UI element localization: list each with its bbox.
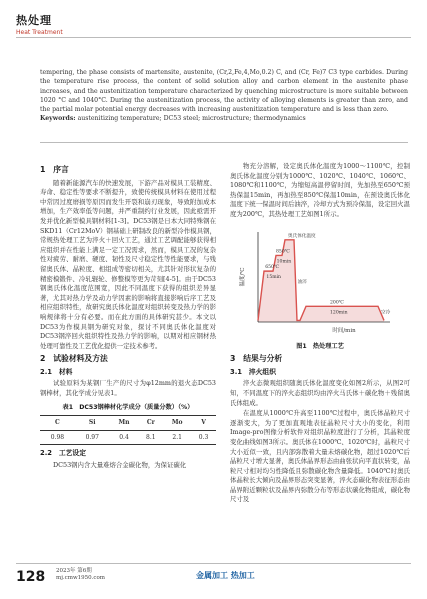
chart-annotation: 650℃ — [265, 264, 280, 270]
heat-treatment-chart — [238, 224, 398, 338]
subsection-2-1-title: 2.1 材料 — [40, 367, 73, 376]
section-1-title: 1 序言 — [40, 165, 69, 174]
subsection-3-1-title: 3.1 淬火组织 — [230, 367, 277, 376]
intro-paragraph: 随着新能源汽车的快速发展，下游产品对模具工装精度、寿命、稳定性等要求不断提升，致使传统模具材料在使用过程中常因过度磨损等原因而发生开裂和崩刃现象，导致附加成本增加，生产效率低等问题，并严重制约行业发展，因此亟需开发并优化新型模具钢材料[1-3]。DC53钢是日本大同特殊钢在SKD11（Cr12MoV）钢基础上研制改良的新型冷作模具钢，常规热处理工艺为淬火＋回火工艺，通过工艺调配能够获得相应组织并在性能上满足一定工况需求，然而，模具工况的复杂性对疲劳、耐磨、硬度、韧性及尺寸稳定性等性能要求，与残留奥氏体、晶粒度、相组成等密切相关，尤其针对形状复杂的精密模锻件、冷轧辊轮、修整模等更为苛刻[4-5]。由于DC53钢奥氏体化温度范围宽，因此不同温度下获得的组织差异显著，尤其对热力学及动力学因素的影响将直接影响后序工艺及相应组织特性，故研究奥氏体化温度对组织转变及热力学的影响规律将十分有必要。而在此方面的具体研究甚少。本文以DC53为作模具钢为研究对象，探讨不同奥氏体化温度对DC53钢淬回火组织特性及热力学的影响，以期对相应钢材热处理可靠性及工艺优化提供一定技术参考。 — [40, 178, 216, 350]
issue-line-2: mj.cmw1950.com — [56, 575, 106, 581]
grain-size-paragraph: 在温度从1000℃升高至1100℃过程中，奥氏体晶粒尺寸逐渐变大，为了更加直观地表征晶粒尺寸大小的变化，利用Image-pro图像分析软件对组织晶粒度进行了分析，其晶粒度变化曲线如图3所示。奥氏体在1000℃、1020℃时，晶粒尺寸大小近似一致，且内部弥散着大量未熔碳化物，超过1020℃后晶粒尺寸增大显著，奥氏体晶界形态由曲张状向平直状转变，晶粒尺寸相对均匀性降低且弥散碳化物含量降低。1040℃时奥氏体晶粒长大倾向及晶界形态突变显著，淬火态碳化物表征形态由晶界附近颗粒状及晶界内弥散分布等形态状碳化物组成，碳化物尺寸及 — [230, 409, 410, 504]
table-1-caption: 表1 DC53钢棒材化学成分（质量分数）（%） — [62, 403, 194, 411]
figure-1-caption: 图1 热处理工艺 — [296, 342, 344, 350]
section-3-title: 3 结果与分析 — [230, 354, 283, 364]
chart-annotation: 200℃ — [330, 299, 344, 305]
chart-annotation: 120min — [330, 309, 348, 315]
chart-annotation: 奥氏体化温度 — [288, 233, 316, 239]
x-axis-label: 时间/min — [332, 327, 356, 334]
process-paragraph: DC53钢内含大量难熔合金碳化物，为保证碳化 — [53, 461, 187, 470]
keywords-text: austenitizing temperature; DC53 steel; microstructure; thermodynamics — [77, 115, 306, 123]
quench-structure-paragraph: 淬火态微观组织随奥氏体化温度变化如图2所示，从图2可知，不同温度下的淬火态组织均由淬火马氏体＋碳化物＋残留奥氏体组成。 — [230, 379, 410, 407]
abstract — [40, 68, 408, 124]
table-header-cell: Mo — [171, 419, 183, 427]
section-2-title: 2 试验材料及方法 — [40, 354, 108, 364]
page-footer — [16, 563, 411, 591]
subsection-2-2-title: 2.2 工艺设定 — [40, 449, 87, 458]
table-cell: 2.1 — [172, 433, 182, 441]
table-header-cell: C — [55, 419, 60, 427]
issue-info — [56, 568, 105, 582]
chart-annotation: 空冷 — [381, 309, 391, 315]
journal-title-cn: 热处理 — [16, 14, 52, 27]
journal-title-en: Heat Treatment — [16, 29, 63, 36]
table-cell: 0.3 — [198, 433, 209, 441]
y-axis-label: 温度/℃ — [240, 267, 246, 287]
table-header-cell: Mn — [118, 419, 130, 427]
table-row — [40, 430, 216, 445]
right-column — [230, 162, 410, 506]
process-continued-paragraph: 物充分溶解，设定奥氏体化温度为1000～1100℃，控制奥氏体化温度分别为1000℃、1020℃、1040℃、1060℃、1080℃和1100℃，为缩短高温停留时间，先加热至650℃预热保温15min，再加热至850℃保温10min，在预设奥氏体化温度下统一保温时间后油淬，冷却方式为预冷保温，设定回火温度为200℃，其热处理工艺如图1所示。 — [230, 162, 410, 218]
magazine-name: 金属加工 热加工 — [196, 570, 255, 580]
table-header-cell: Si — [88, 419, 96, 427]
chart-annotation: 油淬 — [297, 279, 307, 285]
table-cell: 0.97 — [85, 433, 99, 441]
heat-treatment-chart-svg — [238, 224, 398, 338]
table-cell: 0.4 — [119, 433, 129, 441]
table-cell: 8.1 — [146, 433, 156, 441]
chart-annotation: 10min — [276, 259, 292, 265]
left-column — [40, 162, 216, 472]
chart-annotation: 15min — [266, 274, 282, 280]
materials-paragraph: 试验原料为某钢厂生产的尺寸为φ12mm的退火态DC53钢棒材，其化学成分见表1。 — [40, 379, 216, 398]
footer-divider — [16, 563, 411, 564]
page-number: 128 — [16, 569, 46, 585]
abstract-text: tempering, the phase consists of martensite, austenite, (Cr,2,Fe,4,Mo,0.2) C, and (Cr, Fe)7 C3 type carbides. During the temperature rise process, the content of solid solution alloy and carbon element in the austenite phase increases, and the austenitization temperature characterized by quenching microstructure is more suitable between 1020 °C and 1040°C. During the austenitization process, the activity of alloying elements is greater than zero, and the partial molar potential energy decreases with increasing austenitization temperature and is less than zero. — [40, 69, 408, 114]
chart-annotation: 850℃ — [276, 249, 290, 255]
table-cell: 0.98 — [50, 433, 65, 441]
issue-line-1: 2023年 第6期 — [56, 568, 92, 574]
journal-header — [16, 12, 416, 36]
composition-table — [40, 415, 216, 445]
table-header-cell: Cr — [146, 419, 155, 427]
keywords-line — [40, 114, 408, 123]
table-header-cell: V — [201, 419, 206, 427]
header-divider — [16, 37, 411, 38]
abstract-divider — [40, 142, 408, 143]
keywords-label: Keywords: — [40, 115, 76, 123]
